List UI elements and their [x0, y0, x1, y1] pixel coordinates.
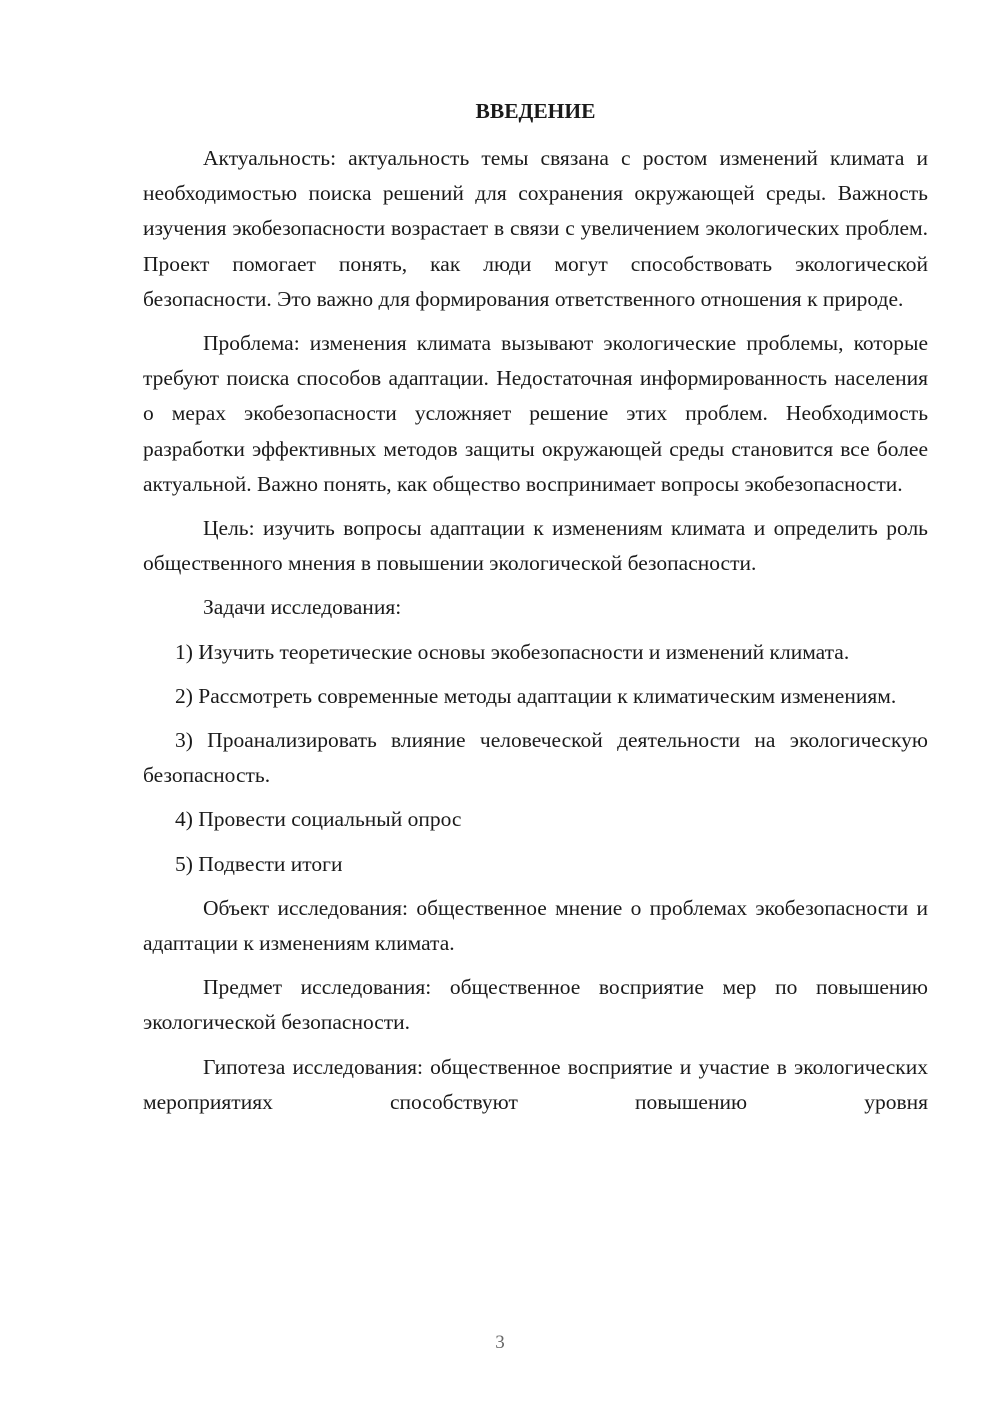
paragraph-problem: Проблема: изменения климата вызывают экологические проблемы, которые требуют поиска способов адаптации. Недостаточная информированность населения о мерах экобезопасности усложняет решение этих проблем. Необходимость разработки эффективных методов защиты окружающей среды становится все более актуальной. Важно понять, как общество воспринимает вопросы экобезопасности. [143, 331, 928, 496]
task-item-4: 4) Провести социальный опрос [175, 807, 462, 832]
paragraph-subject: Предмет исследования: общественное восприятие мер по повышению экологической безопасности. [143, 975, 928, 1035]
task-item-3: 3) Проанализировать влияние человеческой деятельности на экологическую безопасность. [143, 728, 928, 788]
page-number: 3 [495, 1332, 505, 1353]
task-item-5: 5) Подвести итоги [175, 851, 343, 876]
paragraph-object: Объект исследования: общественное мнение о проблемах экобезопасности и адаптации к изменениям климата. [143, 895, 928, 956]
paragraph-hypothesis: Гипотеза исследования: общественное восприятие и участие в экологических мероприятиях способствуют повышению уровня [143, 1054, 928, 1114]
tasks-title: Задачи исследования: [203, 595, 402, 620]
paragraph-goal: Цель: изучить вопросы адаптации к изменениям климата и определить роль общественного мнения в повышении экологической безопасности. [143, 516, 928, 576]
document-body [143, 94, 928, 1129]
paragraph-relevance: Актуальность: актуальность темы связана с ростом изменений климата и необходимостью поиска решений для сохранения окружающей среды. Важность изучения экобезопасности возрастает в связи с увеличением экологических проблем. Проект помогает понять, как люди могут способствовать экологической безопасности. Это важно для формирования ответственного отношения к природе. [143, 146, 928, 311]
task-item-1: 1) Изучить теоретические основы экобезопасности и изменений климата. [175, 639, 850, 664]
task-item-2: 2) Рассмотреть современные методы адаптации к климатическим изменениям. [175, 683, 897, 708]
section-heading: ВВЕДЕНИЕ [475, 99, 596, 123]
